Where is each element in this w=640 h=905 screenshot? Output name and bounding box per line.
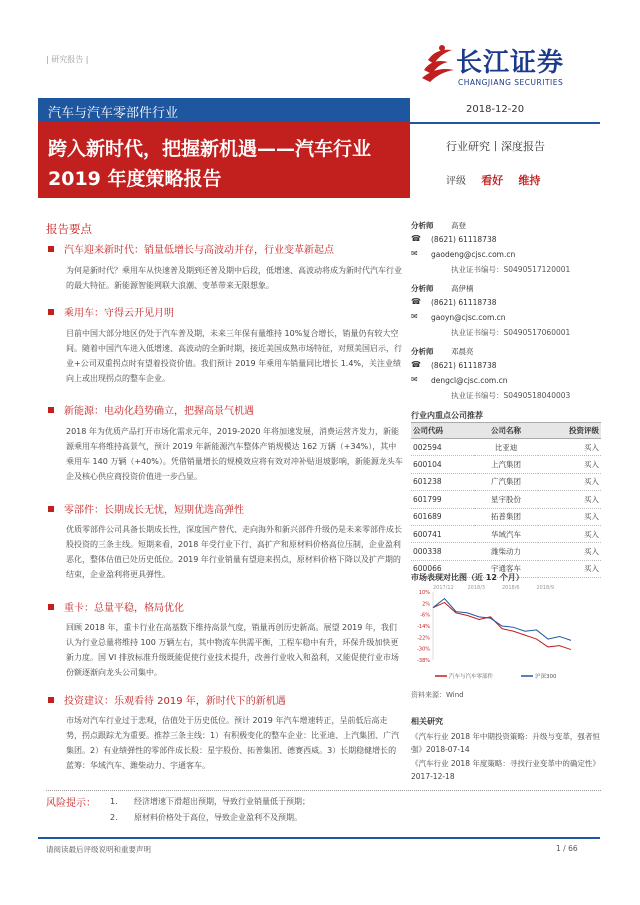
analyst-card [411,344,601,399]
subsection-text: 优质零部件公司具备长期成长性，深度国产替代、走向海外和新兴部件升级仍是未来零部件成长股投资的三条主线。短期来看，2018 年受行业下行、高扩产和原材料价格高位压制，企业盈利恶化，整体估值已处历史低位。2019 年行业销量有望迎来拐点，原材料价格下降以及扩产期的结束，企业盈利将更具弹性。 [66,525,402,579]
risk-item: 2. 原材料价格处于高位，导致企业盈利不及预期。 [110,813,302,822]
rating-trend: 维持 [518,174,541,187]
company-code: 000338 [411,543,474,560]
phone-icon: ☎ [411,360,421,369]
table-row [411,473,601,490]
bullet-square-icon [48,407,54,413]
analyst-cert: 执业证书编号：S0490518040003 [451,391,571,400]
company-name: 宇通客车 [474,560,537,577]
table-row [411,508,601,525]
y-tick-label: 2% [422,601,430,608]
column-header: 公司名称 [474,423,537,439]
analyst-name: 高伊楠 [451,284,474,293]
table-header-row [411,423,601,439]
company-code: 600104 [411,456,474,473]
subsection-text: 为何是新时代？乘用车从快速普及期到还普及期中后段，低增速、高波动将成为新时代汽车行业的最大特征。新能源智能网联大浪潮、变革带来无限想象。 [66,266,402,290]
x-tick-label: 2018/6 [502,585,520,591]
analyst-role: 分析师 [411,284,434,293]
y-tick-label: 10% [418,590,430,596]
company-name: 广汽集团 [474,473,537,490]
table-row [411,456,601,473]
companies-title: 行业内重点公司推荐 [411,411,483,420]
company-rating: 买入 [538,525,601,542]
y-tick-label: -30% [417,646,430,653]
company-rating: 买入 [538,560,601,577]
footer-disclaimer: 请阅读最后评级说明和重要声明 [46,845,151,854]
y-tick-label: -22% [417,635,430,642]
legend-label: 汽车与汽车零部件 [449,674,494,680]
subsection-heading: 汽车迎来新时代：销量低增长与高波动并存，行业变革新起点 [48,241,334,256]
company-code: 601799 [411,491,474,508]
x-tick-label: 2018/9 [536,585,555,591]
subsection-heading: 重卡：总量平稳，格局优化 [48,599,184,614]
table-row [411,525,601,542]
industry-bar [38,98,410,122]
subsection-heading: 乘用车：守得云开见月明 [48,304,174,319]
rating [446,172,540,188]
analyst-phone: (8621) 61118738 [431,298,497,307]
bullet-square-icon [48,697,54,703]
company-rating: 买入 [538,508,601,525]
report-type: 行业研究丨深度报告 [446,140,545,153]
table-row [411,543,601,560]
x-tick-label: 2018/3 [467,585,486,591]
subsection-text: 回顾 2018 年，重卡行业在高基数下维持高景气度，销量再创历史新高。展望 2019 年，我们认为行业总量将维持 100 万辆左右，其中物流车供需平衡，工程车稳中有升，环保升级加快更新力度。国 VI 排放标准升级既能促使行业技术提升，改善行业收入和盈利，又能促使行业市场份额逐渐向龙头公司集中。 [66,623,399,677]
risk-item: 1. 经济增速下滑超出预期，导致行业销量低于预期； [110,797,310,806]
risk-label: 风险提示： [46,798,96,809]
mail-icon: ✉ [411,375,418,384]
company-code: 601689 [411,508,474,525]
analyst-phone: (8621) 61118738 [431,235,497,244]
bullet-square-icon [48,309,54,315]
report-title: 跨入新时代，把握新机遇——汽车行业 2019 年度策略报告 [48,138,372,190]
divider [410,122,600,124]
analyst-name: 邓晨亮 [451,347,474,356]
report-date: 2018-12-20 [466,104,525,115]
logo-text-cn: 长江证券 [456,48,565,78]
phone-icon: ☎ [411,297,421,306]
company-name: 潍柴动力 [474,543,537,560]
industry-label: 汽车与汽车零部件行业 [48,106,179,121]
subsection-heading: 新能源：电动化趋势确立，把握高景气机遇 [48,402,254,417]
company-code: 002594 [411,439,474,456]
bullet-square-icon [48,506,54,512]
series-line [433,599,571,641]
logo-emblem-icon [418,40,458,84]
company-rating: 买入 [538,491,601,508]
section-title: 报告要点 [46,222,92,236]
page-number: 1 / 66 [556,844,578,853]
related-item[interactable]: 《汽车行业 2018 年中期投资策略：升级与变革，强者恒强》2018-07-14 [411,732,600,754]
analyst-role: 分析师 [411,221,434,230]
mail-icon: ✉ [411,249,418,258]
analyst-phone: (8621) 61118738 [431,361,497,370]
subsection-text: 市场对汽车行业过于悲观，估值处于历史低位。预计 2019 年汽车增速转正，呈前低后高走势，拐点跟踪尤为重要。推荐三条主线：1）有积极变化的整车企业：比亚迪、上汽集团、广汽集团。2）有业绩弹性的零部件成长股：星宇股份、拓普集团、德赛西威。3）长期稳健增长的蓝筹：华域汽车、潍柴动力、宇通客车。 [66,716,400,770]
company-code: 600741 [411,525,474,542]
bullet-square-icon [48,604,54,610]
analyst-name: 高登 [451,221,466,230]
analyst-cert: 执业证书编号：S0490517120001 [451,265,571,274]
company-rating: 买入 [538,473,601,490]
subsection-heading: 零部件：长期成长无忧，短期优选高弹性 [48,501,244,516]
phone-icon: ☎ [411,234,421,243]
divider [46,790,601,791]
market-chart-title: 市场表现对比图（近 12 个月） [411,573,524,582]
column-header: 公司代码 [411,423,474,439]
subsection-heading: 投资建议：乐观看待 2019 年，新时代下的新机遇 [48,692,286,707]
report-tag: | 研究报告 | [46,55,89,64]
company-rating: 买入 [538,543,601,560]
logo-text-en: CHANGJIANG SECURITIES [458,78,564,87]
footer-divider [38,837,600,839]
title-bar [38,122,410,198]
rating-label: 评级 [446,176,466,187]
company-code: 601238 [411,473,474,490]
table-row [411,439,601,456]
chart-source: 资料来源：Wind [411,691,464,699]
table-row [411,491,601,508]
market-performance-chart [411,584,601,684]
analyst-email[interactable]: gaodeng@cjsc.com.cn [431,250,516,259]
company-name: 华域汽车 [474,525,537,542]
y-tick-label: -14% [417,624,430,630]
analyst-cert: 执业证书编号：S0490517060001 [451,328,571,337]
analyst-card [411,281,601,336]
subsection-text: 目前中国大部分地区仍处于汽车普及期，未来三年保有量维持 10%复合增长，销量仍有较大空间。随着中国汽车进入低增速、高波动的全新时期，接近美国成熟市场特征，对照美国启示，行业+公司双重拐点时有望着投资价值。我们预计 2019 年乘用车销量同比增长 1.4%，关注业绩向上或出现拐点的整车企业。 [66,329,402,383]
analyst-role: 分析师 [411,347,434,356]
mail-icon: ✉ [411,312,418,321]
company-name: 上汽集团 [474,456,537,473]
bullet-square-icon [48,246,54,252]
related-title: 相关研究 [411,717,443,726]
rating-value: 看好 [481,174,504,187]
company-rating: 买入 [538,456,601,473]
analyst-list [411,218,601,399]
company-name: 星宇股份 [474,491,537,508]
company-name: 比亚迪 [474,439,537,456]
legend-label: 沪深300 [535,674,557,680]
company-name: 拓普集团 [474,508,537,525]
companies-table [411,422,601,578]
analyst-card [411,218,601,273]
subsection-text: 2018 年为优质产品打开市场化需求元年，2019-2020 年将加速发展，消费运营齐发力，新能源乘用车将维持高景气，预计 2019 年新能源汽车整体产销规模达 162 万辆（+34%），其中乘用车 140 万辆（+40%）。凭借销量增长的规模效应将有效对冲补贴退坡影响，新能源龙头车企及核心供应商投资价值进一步凸显。 [66,427,403,481]
company-rating: 买入 [538,439,601,456]
related-item[interactable]: 《汽车行业 2018 年度策略：寻找行业变革中的确定性》2017-12-18 [411,759,600,781]
y-tick-label: -38% [417,658,430,664]
analyst-email[interactable]: dengcl@cjsc.com.cn [431,376,508,385]
analyst-email[interactable]: gaoyn@cjsc.com.cn [431,313,506,322]
x-tick-label: 2017/12 [433,585,454,591]
company-logo [418,40,594,96]
y-tick-label: -6% [420,612,430,619]
column-header: 投资评级 [538,423,601,439]
company-code: 600066 [411,560,474,577]
